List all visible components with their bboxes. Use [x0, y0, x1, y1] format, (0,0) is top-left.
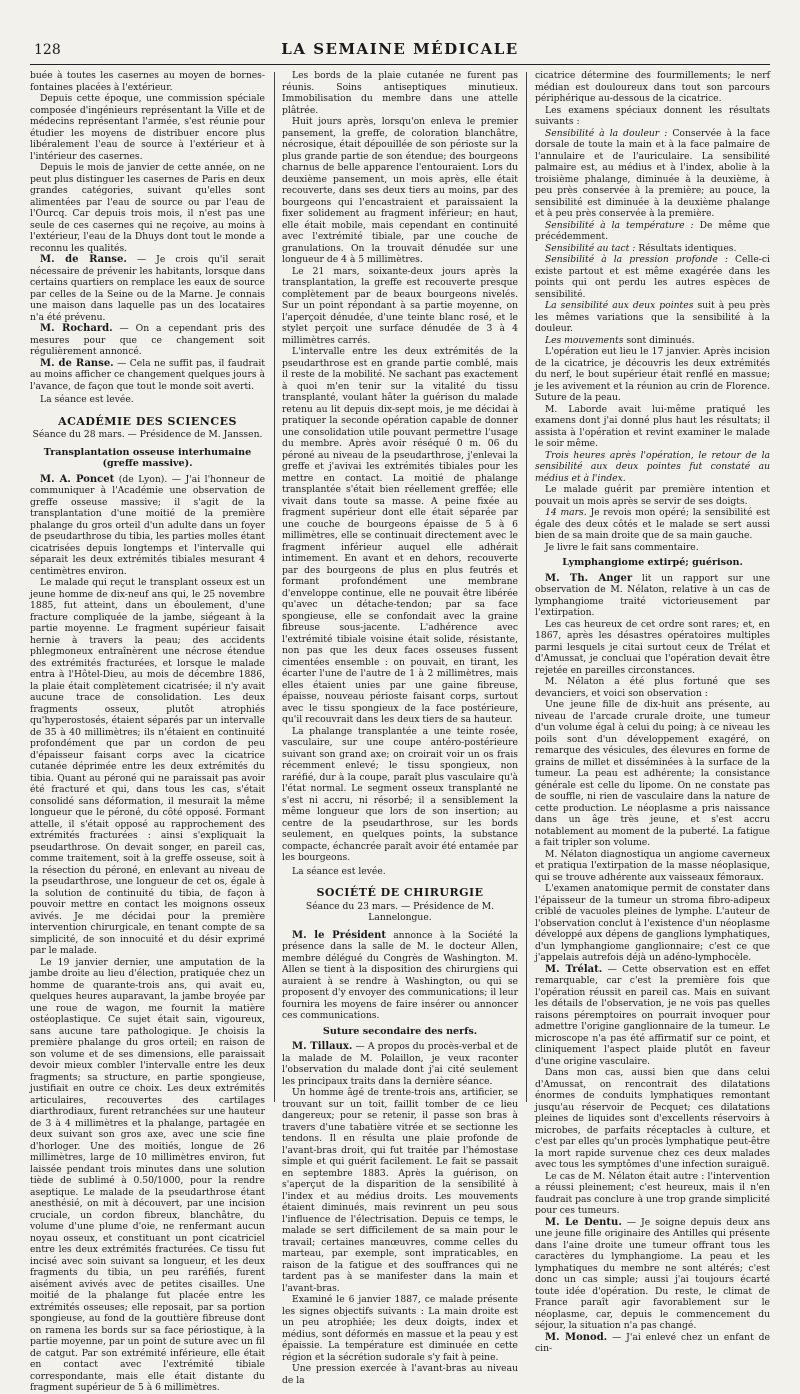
speaker: M. Trélat.: [545, 963, 603, 975]
speech: M. Rochard. — On a cependant pris des mesures pour que ce changement soit régulièrement annoncé.: [30, 323, 266, 357]
paragraph: Huit jours après, lorsqu'on enleva le premier pansement, la greffe, de coloration blanchâtre, nécrosique, était dépouillée de son périoste sur la plus grande partie de son étendue; des bourgeons charnus de belle apparence l'entouraient. Lors du deuxième pansement, un mois après, elle était recouverte, dans ses deux tiers au moins, par des bourgeons qui l'encastraient et paraissaient la fixer solidement au fragment inférieur; en haut, elle était mobile, mais cependant en continuité avec l'extrémité tibiale, par une couche de granulations. On la trouvait dénudée sur une longueur de 4 à 5 millimètres.: [282, 116, 518, 265]
paragraph: Le 19 janvier dernier, une amputation de la jambe droite au lieu d'élection, pratiquée chez un homme de quarante-trois ans, qui avait eu, quelques heures auparavant, la jambe broyée par une roue de wagon, me fournit la matière ostéoplastique. Ce sujet était sain, vigoureux, sans aucune tare pathologique. Je choisis la première phalange du gros orteil; en raison de son volume et de ses dimensions, elle paraissait devoir mieux combler l'intervalle entre les deux fragments; sa structure, en partie spongieuse, justifiait en outre ce choix. Les deux extrémités articulaires, recouvertes des cartilages diarthrodiaux, furent retranchées sur une hauteur de 3 à 4 millimètres et la phalange, partagée en deux suivant son gros axe, avec une scie fine d'horloger. Une des moitiés, longue de 26 millimètres, large de 10 millimètres environ, fut laissée pendant trois minutes dans une solution tiède de sublimé à 0.50/1000, pour la rendre aseptique. Le malade de la pseudarthrose étant anesthésié, on mit à découvert, par une incision cruciale, un cordon fibreux, blanchâtre, du volume d'une plume d'oie, ne renfermant aucun noyau osseux, et constituant un pont cicatriciel entre les deux extrémités fracturées. Ce tissu fut incisé avec soin suivant sa longueur, et les deux fragments du tibia, un peu raréfiés, furent aisément avivés avec de petites cisailles. Une moitié de la phalange fut placée entre les extrémités osseuses; elle reposait, par sa portion spongieuse, au fond de la gouttière fibreuse dont on ramena les bords sur sa face périostique, à la partie moyenne, par un point de suture avec un fil de catgut. Par son extrémité inférieure, elle était en contact avec l'extrémité tibiale correspondante, mais elle était distante du fragment supérieur de 5 à 6 millimètres.: [30, 956, 265, 1393]
speaker: M. Th. Anger: [545, 572, 633, 584]
column-3: [535, 70, 771, 1354]
column-2: [282, 70, 519, 1386]
paragraph: La phalange transplantée a une teinte rosée, vasculaire, sur une coupe antéro-postérieure suivant son grand axe; on croirait voir un os frais récemment enlevé; le tissu spongieux, non raréfié, dur à la coupe, paraît plus vasculaire qu'à l'état normal. Le segment osseux transplanté ne s'est ni accru, ni résorbé; il a sensiblement la même longueur que lors de son insertion; au centre de la pseudarthrose, sur les bords seulement, en quelques points, la substance compacte, échancrée paraît avoir été entamée par les bourgeons.: [282, 725, 518, 863]
paragraph: cicatrice détermine des fourmillements; le nerf médian est douloureux dans tout son parcours périphérique au-dessous de la cicatrice.: [535, 70, 770, 104]
page-number: 128: [34, 42, 61, 58]
speaker: M. Le Dentu.: [545, 1216, 622, 1228]
speaker: M. le Président: [292, 929, 387, 941]
paragraph: Le malade qui reçut le transplant osseux est un jeune homme de dix-neuf ans qui, le 25 novembre 1885, fut atteint, dans un éboulement, d'une fracture compliquée de la jambe, siégeant à la partie moyenne. Le fragment supérieur faisait hernie à travers la peau; des accidents phlegmoneux entraînèrent une nécrose étendue des extrémités fracturées, et lorsque le malade entra à l'Hôtel-Dieu, au mois de décembre 1886, la plaie était complètement cicatrisée; il n'y avait aucune trace de consolidation. Les deux fragments osseux, plutôt atrophiés qu'hyperostosés, étaient séparés par un intervalle de 35 à 40 millimètres; ils n'étaient en continuité profondément que par un cordon de peu d'épaisseur faisant corps avec la cicatrice cutanée déprimée entre les deux extrémités du tibia. Quant au péroné qui ne paraissait pas avoir été fracturé et qui, dans tous les cas, s'était consolidé sans déformation, il mesurait la même longueur que le péroné, du côté opposé. Formant attelle, il s'était opposé au rapprochement des extrémités fracturées : ainsi s'expliquait la pseudarthrose. On devait songer, en pareil cas, comme traitement, soit à la greffe osseuse, soit à la résection du péroné, en enlevant au niveau de la pseudarthrose, une longueur de cet os, égale à la solution de continuité du tibia, de façon à pouvoir mettre en contact les moignons osseux avivés. Je me décidai pour la première intervention chirurgicale, en tenant compte de sa simplicité, de son innocuité et du désir exprimé par le malade.: [30, 577, 265, 956]
paragraph: L'intervalle entre les deux extrémités de la pseudarthrose est en grande partie comblé, mais il reste de la mobilité. Ne sachant pas exactement à quoi m'en tenir sur la vitalité du tissu transplanté, voulant hâter la guérison du malade retenu au lit depuis dix-sept mois, je me décidai à pratiquer la seconde opération capable de donner une consolidation utile pouvant permettre l'usage du membre. Après avoir réséqué 0 m. 06 du péroné au niveau de la pseudarthrose, j'enlevai la greffe et j'avivai les extrémités tibiales pour les mettre en contact. La moitié de phalange transplantée s'était bien réellement greffée; elle vivait dans toute sa masse. A peine fixée au fragment supérieur dont elle était séparée par une couche de bourgeons épaisse de 5 à 6 millimètres, elle se continuait directement avec le fragment inférieur auquel elle adhérait intimement. En avant et en dehors, recouverte par des bourgeons de plus en plus feutrés et formant profondément une membrane d'enveloppe continue, elle ne pouvait être libérée qu'avec un détache-tendon; par sa face spongieuse, elle se confondait avec la graine fibreuse sous-jacente. L'adhérence avec l'extrémité tibiale voisine était solide, résistante, non pas que les deux faces osseuses fussent cimentées ensemble : on pouvait, en tirant, les écarter l'une de l'autre de 1 à 2 millimètres, mais elles étaient unies par une gaine fibreuse, épaisse, nouveau périoste faisant corps, surtout avec le tissu spongieux de la face postérieure, qu'il recouvrait dans les deux tiers de sa hauteur.: [282, 346, 518, 725]
paragraph: 14 mars. Je revois mon opéré; la sensibilité est égale des deux côtés et le malade se sert aussi bien de sa main droite que de sa main gauche.: [535, 507, 771, 541]
paragraph: L'examen anatomique permit de constater dans l'épaisseur de la tumeur un stroma fibro-adipeux criblé de vacuoles pleines de lymphe. L'auteur de l'observation conclut à l'existence d'un néoplasme développé aux dépens de ganglions lymphatiques, d'un lymphangiome ganglionnaire; c'est ce que j'appelais autrefois déjà un adéno-lymphocèle.: [535, 883, 770, 963]
speaker: M. Rochard.: [40, 323, 113, 334]
paragraph: Sensibilité au tact : Résultats identiques.: [545, 242, 737, 254]
speech: M. de Ranse. — Cela ne suffit pas, il faudrait au moins afficher ce changement quelques jours à l'avance, de façon que tout le monde soit averti.: [30, 357, 265, 392]
paragraph: L'opération eut lieu le 17 janvier. Après incision de la cicatrice, je découvris les deux extrémités du nerf, le bout supérieur était renflé en massue; je les avivement et la réunion au crin de Florence. Suture de la peau.: [535, 346, 770, 403]
paragraph: M. Nélaton diagnostiqua un angiome caverneux et pratiqua l'extirpation de la masse néoplasique, qui se trouve adhérente aux vaisseaux fémoraux.: [535, 848, 770, 883]
paragraph: La sensibilité aux deux pointes suit à peu près les mêmes variations que la sensibilité à la douleur.: [535, 300, 770, 334]
paragraph: Je livre le fait sans commentaire.: [545, 541, 699, 553]
closing-line: La séance est levée.: [292, 865, 386, 877]
speech: M. le Président annonce à la Société la présence dans la salle de M. le docteur Allen, membre délégué du Congrès de Washington. M. Allen se tient à la disposition des chirurgiens qui auraient à se rendre à Washington, ou qui se proposent d'y envoyer des communications; il leur fournira les moyens de faire insérer ou annoncer ces communications.: [282, 929, 519, 1021]
paragraph: Le cas de M. Nélaton était autre : l'intervention a réussi pleinement; c'est heureux, mais il n'en faudrait pas conclure à une trop grande simplicité pour ces tumeurs.: [535, 1170, 770, 1216]
speech: M. Tillaux. — A propos du procès-verbal et de la malade de M. Polaillon, je veux raconter l'observation du malade dont j'ai cité seulement les principaux traits dans la dernière séance.: [282, 1041, 518, 1087]
speaker: M. Monod.: [545, 1331, 608, 1343]
paragraph: Trois heures après l'opération, le retour de la sensibilité aux deux pointes fut constaté au médius et à l'index.: [535, 449, 770, 484]
speaker: M. de Ranse.: [40, 357, 114, 369]
speech: M. Th. Anger lit un rapport sur une observation de M. Nélaton, relative à un cas de lymphangiome traité victorieusement par l'extirpation.: [535, 572, 771, 618]
article-title: Suture secondaire des nerfs.: [322, 1025, 478, 1037]
paragraph: Les cas heureux de cet ordre sont rares; et, en 1867, après les désastres opératoires multiples parmi lesquels je citai surtout ceux de Trélat et d'Amussat, je concluai que l'opération devait être rejetée en pareilles circonstances.: [535, 618, 770, 676]
session-line: Séance du 28 mars. — Présidence de M. Janssen.: [32, 429, 263, 440]
speaker: M. de Ranse.: [40, 254, 127, 265]
journal-title: LA SEMAINE MÉDICALE: [281, 40, 519, 58]
paragraph: Une jeune fille de dix-huit ans présente, au niveau de l'arcade crurale droite, une tumeur d'un volume égal à celui du poing; à ce niveau les poils sont d'un développement exagéré, on remarque des vésicules, des élevures en forme de grains de millet et disséminées à la surface de la tumeur. La peau est adhérente; la consistance générale est celle du lipome. On ne constate pas de souffle, ni rien de vasculaire dans la nature de cette production. Le néoplasme a pris naissance dans un âge très jeune, et s'est accru notablement au moment de la puberté. La fatigue a fait tripler son volume.: [535, 699, 770, 848]
paragraph: Depuis cette époque, une commission spéciale composée d'ingénieurs représentant la Ville et de médecins représentant l'armée, s'est réunie pour étudier les moyens de distribuer encore plus libéralement l'eau de source à l'extérieur et à l'intérieur des casernes.: [30, 93, 265, 162]
article-title: Lymphangiome extirpé; guérison.: [562, 557, 743, 568]
paragraph: Une pression exercée à l'avant-bras au niveau de la: [282, 1363, 518, 1386]
paragraph: Sensibilité à la pression profonde : Celle-ci existe partout et est même exagérée dans les points qui ont perdu les autres espèces de sensibilité.: [535, 254, 771, 300]
paragraph: Les bords de la plaie cutanée ne furent pas réunis. Soins antiseptiques minutieux. Immobilisation du membre dans une attelle plâtrée.: [282, 70, 518, 116]
paragraph: buée à toutes les casernes au moyen de bornes-fontaines placées à l'extérieur.: [30, 70, 265, 93]
paragraph: Dans mon cas, aussi bien que dans celui d'Amussat, on rencontrait des dilatations énormes de conduits lymphatiques remontant jusqu'au réservoir de Pecquet; ces dilatations pleines de liquides sont d'excellents réservoirs à microbes, de parfaits réceptacles à culture, et c'est par elles qu'un procès lymphatique peut-être la mort rapide survenue chez ces deux malades avec tous les symptômes d'une infection suraiguë.: [535, 1067, 770, 1170]
paragraph: M. Laborde avait lui-même pratiqué les examens dont j'ai donné plus haut les résultats; il assista à l'opération et revint examiner le malade le soir même.: [535, 403, 770, 449]
paragraph: M. Nélaton a été plus fortuné que ses devanciers, et voici son observation :: [535, 676, 770, 699]
paragraph: Le 21 mars, soixante-deux jours après la transplantation, la greffe est recouverte presque complètement par de beaux bourgeons nivelés. Sur un point répondant à sa partie moyenne, on l'aperçoit dénudée, d'une teinte blanc rosé, et le stylet perçoit une surface dénudée de 3 à 4 millimètres carrés.: [282, 265, 518, 346]
paragraph: Les examens spéciaux donnent les résultats suivants :: [535, 104, 770, 127]
paragraph: Depuis le mois de janvier de cette année, on ne peut plus distinguer les casernes de Paris en deux grandes catégories, suivant qu'elles sont alimentées par l'eau de source ou par l'eau de l'Ourcq. Car depuis trois mois, il n'est pas une seule de ces casernes qui ne reçoive, au moins à l'extérieur, l'eau de la Dhuys dont tout le monde a reconnu les qualités.: [30, 162, 265, 254]
paragraph: Un homme âgé de trente-trois ans, artificier, se trouvant sur un toit, faillit tomber de ce lieu dangereux; pour se retenir, il passe son bras à travers d'une tabatière vitrée et se sectionne les tendons. Il en résulta une plaie profonde de l'avant-bras droit, qui fut traitée par l'hémostase simple et qui guérit facilement. Le fait se passait en septembre 1883. Après la guérison, on s'aperçut de la disparition de la sensibilité à l'index et au médius droits. Les mouvements étaient diminués, mais revinrent un peu sous l'influence de l'électrisation. Depuis ce temps, le malade se sert difficilement de sa main pour le travail; certaines manœuvres, comme celles du marteau, par exemple, sont impraticables, en raison de la fatigue et des souffrances qui ne tardent pas à se manifester dans la main et l'avant-bras.: [282, 1087, 518, 1294]
article-title: Transplantation osseuse interhumaine (greffe massive).: [43, 446, 252, 469]
speech: M. Le Dentu. — Je soigne depuis deux ans une jeune fille originaire des Antilles qui présente dans l'aine droite une tumeur offrant tous les caractères du lymphangiome. La peau et les lymphatiques du membre ne sont altérés; c'est donc un cas simple; aussi j'ai toujours écarté toute idée d'opération. Du reste, le climat de France paraît agir favorablement sur le néoplasme, car, depuis le commencement du séjour, la situation n'a pas changé.: [535, 1216, 770, 1331]
speech: M. Trélat. — Cette observation est en effet remarquable, car c'est la première fois que l'opération réussit en pareil cas. Mais en suivant les détails de l'observation, je ne vois pas quelles raisons péremptoires on pourrait invoquer pour admettre l'origine ganglionnaire de la tumeur. Le microscope n'a pas été affirmatif sur ce point, et cliniquement l'aspect plaide plutôt en faveur d'une origine vasculaire.: [535, 963, 770, 1067]
header-rule: [30, 64, 770, 65]
column-1: [30, 70, 266, 1393]
session-line: Séance du 23 mars. — Présidence de M. Lannelongue.: [305, 900, 495, 923]
page-header: [30, 40, 770, 62]
paragraph: Le malade guérit par première intention et pouvait un mois après se servir de ses doigts.: [535, 484, 770, 507]
speech: M. A. Poncet (de Lyon). — J'ai l'honneur de communiquer à l'Académie une observation de greffe osseuse massive; il s'agit de la transplantation d'une moitié de la première phalange du gros orteil d'un adulte dans un foyer de pseudarthrose du tibia, les parties molles étant cicatrisées depuis longtemps et l'intervalle qui séparait les deux extrémités tibiales mesurant 4 centimètres environ.: [30, 473, 266, 577]
speaker: M. A. Poncet: [40, 473, 115, 485]
section-title: ACADÉMIE DES SCIENCES: [58, 414, 237, 428]
paragraph: Examiné le 6 janvier 1887, ce malade présente les signes objectifs suivants : La main droite est un peu atrophiée; les deux doigts, index et médius, sont déformés en massue et la peau y est épaissie. La température est diminuée en cette région et la sécrétion sudorale s'y fait à peine.: [282, 1294, 518, 1363]
paragraph: Sensibilité à la douleur : Conservée à la face dorsale de toute la main et à la face palmaire de l'annulaire et de l'auriculaire. La sensibilité palmaire est, au médius et à l'index, abolie à la troisième phalange, diminuée à la deuxième, à peu près conservée à la première; au pouce, la sensibilité est diminuée à la deuxième phalange et à peu près conservée à la première.: [535, 127, 771, 219]
paragraph: Sensibilité à la température : De même que précédemment.: [535, 219, 770, 242]
closing-line: La séance est levée.: [40, 394, 134, 405]
columns: [30, 70, 771, 1393]
speaker: M. Tillaux.: [292, 1041, 353, 1052]
speech: M. Monod. — J'ai enlevé chez un enfant de cin-: [535, 1331, 770, 1354]
paragraph: Les mouvements sont diminués.: [545, 334, 695, 346]
speech: M. de Ranse. — Je crois qu'il serait nécessaire de prévenir les habitants, lorsque dans certains quartiers on remplace les eaux de source par celles de la Seine ou de la Marne. Je connais une maison dans laquelle pas un des locataires n'a été prévenu.: [30, 254, 265, 323]
section-title: SOCIÉTÉ DE CHIRURGIE: [316, 886, 484, 899]
